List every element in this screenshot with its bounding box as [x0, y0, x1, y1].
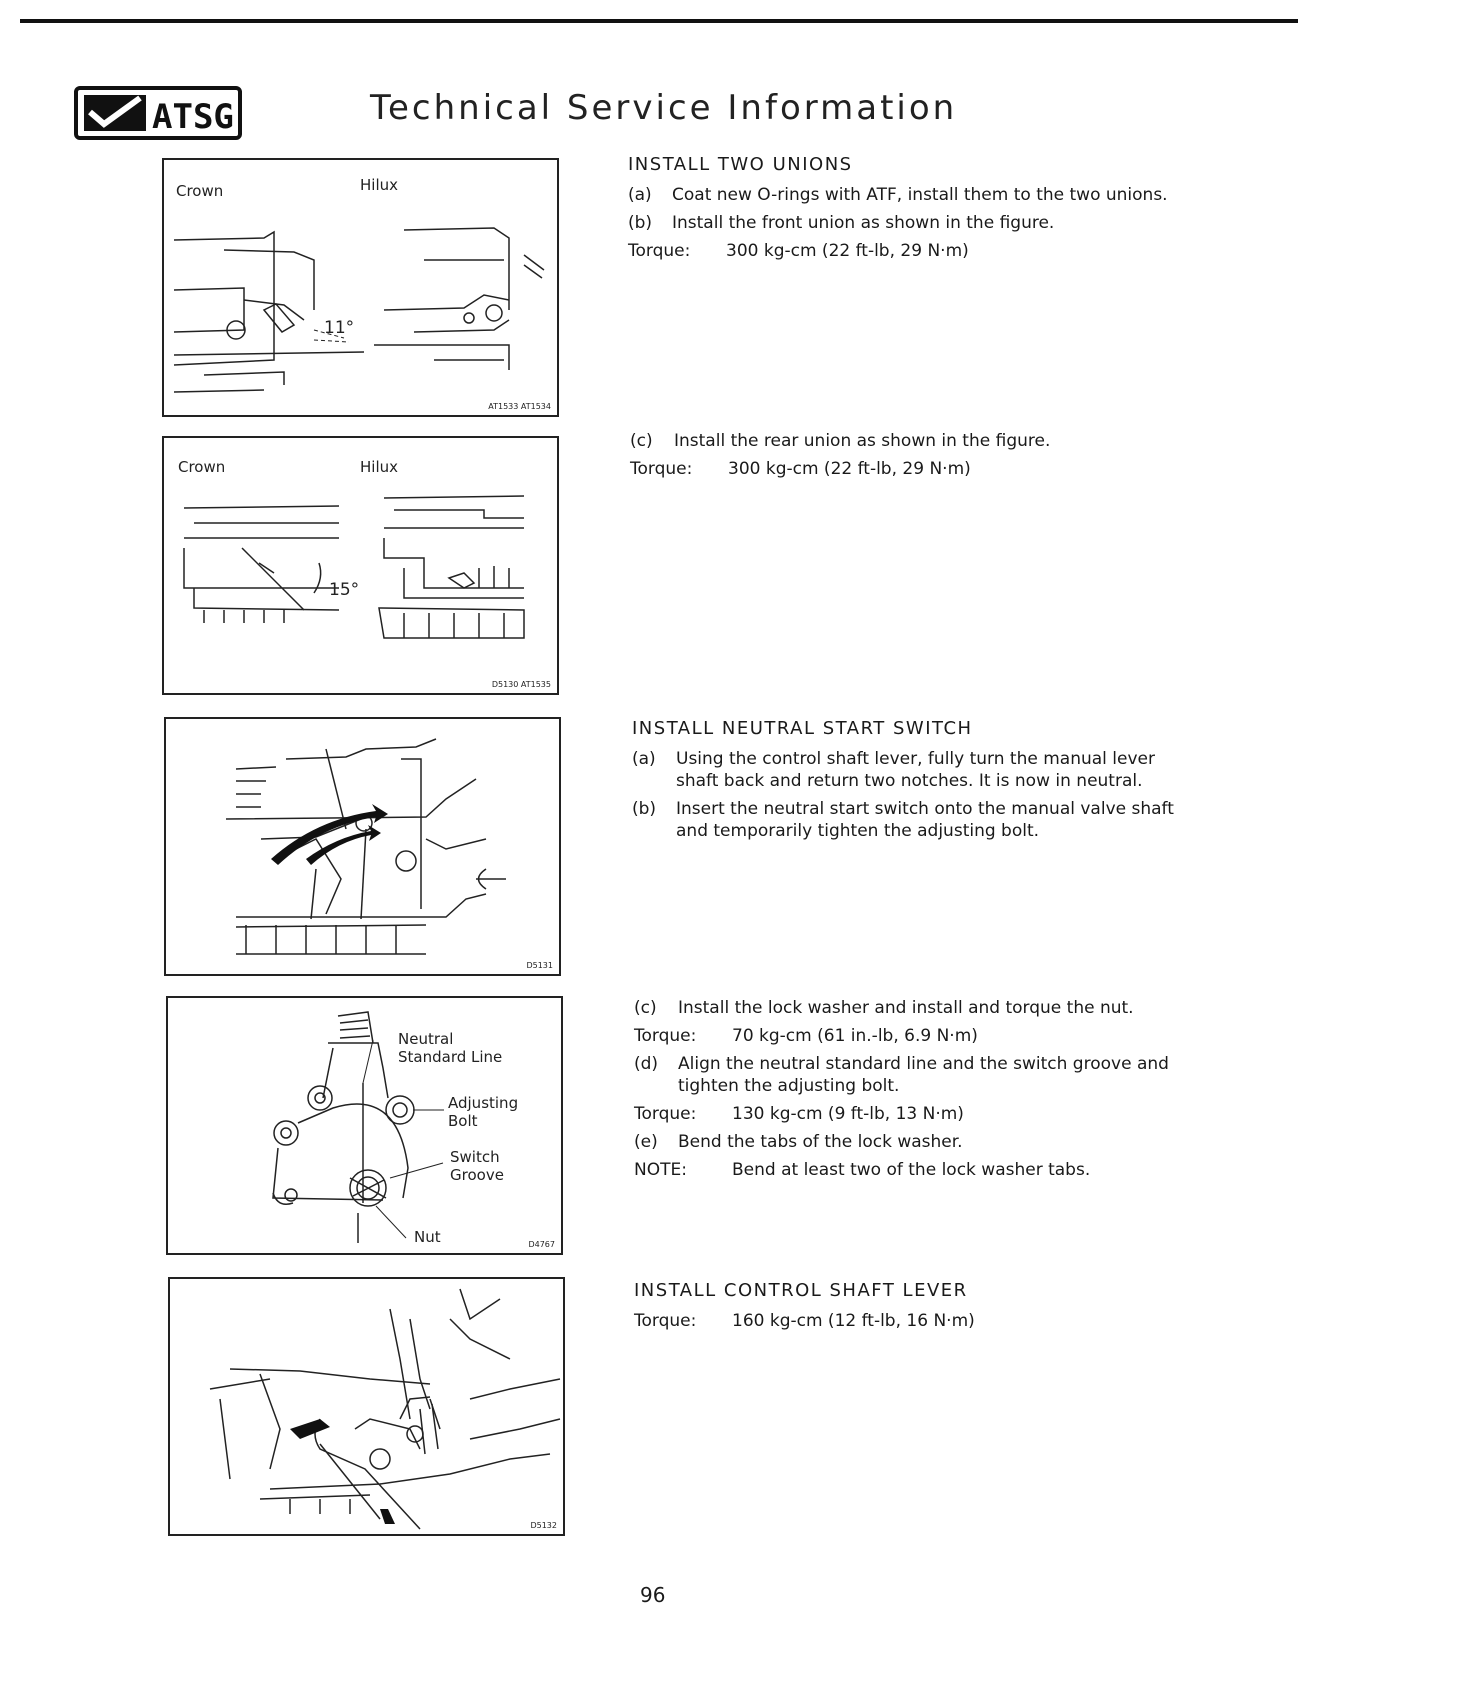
- step-b: [628, 212, 1178, 234]
- torque-spec: [634, 1103, 1182, 1125]
- section-rear-union: [630, 430, 1180, 486]
- section-heading: INSTALL TWO UNIONS: [628, 154, 853, 175]
- figure-front-union: [162, 158, 559, 417]
- callout-nut: Nut: [414, 1228, 441, 1246]
- torque-label: Torque:: [628, 241, 691, 261]
- torque-spec: [630, 458, 1180, 480]
- torque-value: 160 kg-cm (12 ft-lb, 16 N·m): [732, 1311, 975, 1331]
- control-lever-drawing: [170, 1279, 563, 1534]
- callout-adjusting-bolt: Adjusting Bolt: [448, 1094, 519, 1130]
- atsg-logo: [74, 86, 242, 140]
- step-text: Align the neutral standard line and the switch groove and tighten the adjusting bolt.: [678, 1054, 1169, 1096]
- page-number: 96: [640, 1583, 666, 1607]
- step-text: Coat new O-rings with ATF, install them to the two unions.: [672, 185, 1168, 205]
- note-label: NOTE:: [634, 1160, 687, 1180]
- torque-value: 300 kg-cm (22 ft-lb, 29 N·m): [728, 459, 971, 479]
- step-text: Install the front union as shown in the figure.: [672, 213, 1055, 233]
- step-label: (a): [628, 185, 652, 205]
- step-e: [634, 1131, 1182, 1153]
- torque-label: Torque:: [634, 1026, 697, 1046]
- section-install-neutral-start-switch: [632, 718, 1180, 848]
- figure-rear-union: [162, 436, 559, 695]
- figure-label-hilux: Hilux: [360, 176, 398, 194]
- top-rule: [20, 19, 1298, 23]
- step-label: (b): [628, 213, 653, 233]
- svg-text:ATSG: ATSG: [152, 97, 234, 137]
- step-a: [628, 184, 1178, 206]
- figure-neutral-switch-lever: [164, 717, 561, 976]
- figure-code: D5130 AT1535: [491, 680, 551, 689]
- rear-union-drawing: [164, 438, 557, 693]
- angle-label: 15°: [329, 580, 360, 600]
- torque-spec: [628, 240, 1178, 262]
- step-label: (c): [634, 998, 657, 1018]
- section-lock-washer: [634, 997, 1182, 1187]
- step-b: [632, 798, 1180, 842]
- section-install-two-unions: [628, 154, 1178, 268]
- torque-label: Torque:: [634, 1311, 697, 1331]
- callout-switch-groove: Switch Groove: [450, 1148, 504, 1184]
- torque-label: Torque:: [634, 1104, 697, 1124]
- figure-code: AT1533 AT1534: [488, 402, 551, 411]
- torque-value: 300 kg-cm (22 ft-lb, 29 N·m): [726, 241, 969, 261]
- section-heading: INSTALL CONTROL SHAFT LEVER: [634, 1280, 968, 1301]
- torque-value: 70 kg-cm (61 in.-lb, 6.9 N·m): [732, 1026, 978, 1046]
- step-c: [630, 430, 1180, 452]
- step-text: Insert the neutral start switch onto the manual valve shaft and temporarily tighten the adjusting bolt.: [676, 799, 1174, 841]
- callout-neutral-standard-line: Neutral Standard Line: [398, 1030, 503, 1066]
- figure-control-shaft-lever: [168, 1277, 565, 1536]
- step-label: (b): [632, 799, 657, 819]
- step-c: [634, 997, 1182, 1019]
- torque-spec: [634, 1025, 1182, 1047]
- figure-label-hilux: Hilux: [360, 458, 398, 476]
- step-text: Install the rear union as shown in the figure.: [674, 431, 1051, 451]
- step-label: (e): [634, 1132, 658, 1152]
- torque-label: Torque:: [630, 459, 693, 479]
- step-d: [634, 1053, 1182, 1097]
- torque-value: 130 kg-cm (9 ft-lb, 13 N·m): [732, 1104, 964, 1124]
- figure-code: D4767: [528, 1240, 555, 1249]
- figure-label-crown: Crown: [178, 458, 226, 476]
- figure-neutral-switch-detail: [166, 996, 563, 1255]
- step-text: Using the control shaft lever, fully turn the manual lever shaft back and return two notches. It is now in neutral.: [676, 749, 1155, 791]
- torque-spec: [634, 1310, 1182, 1332]
- section-heading: INSTALL NEUTRAL START SWITCH: [632, 718, 973, 739]
- step-label: (c): [630, 431, 653, 451]
- figure-code: D5131: [526, 961, 553, 970]
- section-install-control-shaft-lever: [634, 1280, 1182, 1338]
- step-a: [632, 748, 1180, 792]
- page-title: Technical Service Information: [370, 88, 958, 128]
- note-text: Bend at least two of the lock washer tabs.: [732, 1160, 1091, 1180]
- step-text: Bend the tabs of the lock washer.: [678, 1132, 963, 1152]
- angle-label: 11°: [324, 318, 355, 338]
- note: [634, 1159, 1182, 1181]
- figure-label-crown: Crown: [176, 182, 224, 200]
- step-label: (a): [632, 749, 656, 769]
- manual-lever-drawing: [166, 719, 559, 974]
- figure-code: D5132: [530, 1521, 557, 1530]
- step-text: Install the lock washer and install and torque the nut.: [678, 998, 1134, 1018]
- step-label: (d): [634, 1054, 659, 1074]
